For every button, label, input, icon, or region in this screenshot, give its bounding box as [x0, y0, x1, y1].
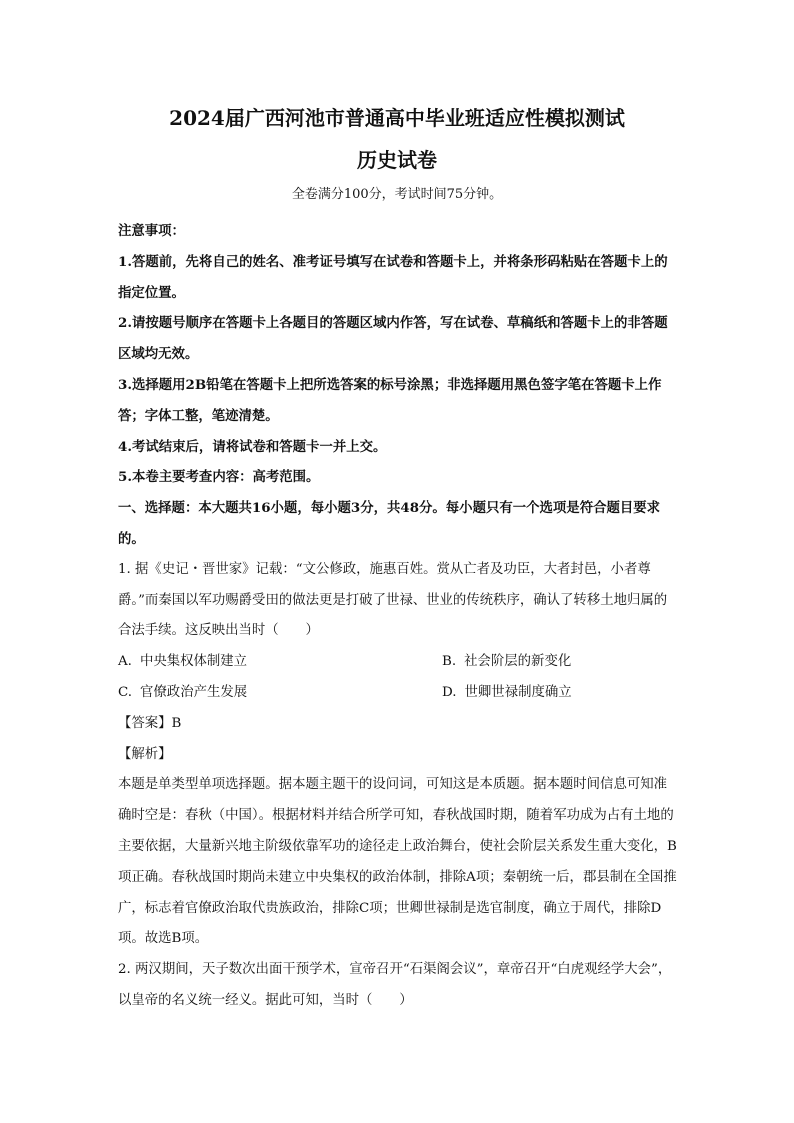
notice-item: 3.选择题用2B铅笔在答题卡上把所选答案的标号涂黑；非选择题用黑色签字笔在答题卡上作答；字体工整，笔迹清楚。: [118, 376, 662, 424]
notice-item: 1.答题前，先将自己的姓名、准考证号填写在试卷和答题卡上，并将条形码粘贴在答题卡上的指定位置。: [118, 253, 668, 301]
option-letter: C.: [118, 684, 133, 700]
notice-item: 2.请按题号顺序在答题卡上各题目的答题区域内作答，写在试卷、草稿纸和答题卡上的非答题区域均无效。: [118, 315, 668, 363]
answer-label: 【答案】B: [118, 715, 182, 731]
option-text: 中央集权体制建立: [139, 654, 248, 670]
option-c: [118, 678, 442, 709]
option-letter: D.: [442, 684, 457, 700]
question-options: [118, 647, 678, 709]
option-a: [118, 647, 442, 678]
exam-title: 2024届广西河池市普通高中毕业班适应性模拟测试: [169, 106, 625, 130]
question-stem: 2. 两汉期间，天子数次出面干预学术，宣帝召开“石渠阁会议”，章帝召开“白虎观经学大会”，以皇帝的名义统一经义。据此可知，当时（ ）: [118, 962, 672, 1008]
question-stem: 1. 据《史记・晋世家》记载：“文公修政，施惠百姓。赏从亡者及功臣，大者封邑，小者尊爵。”而秦国以军功赐爵受田的做法更是打破了世禄、世业的传统秩序，确认了转移土地归属的合法手续。这反映出当时（ ）: [118, 561, 668, 639]
notice-item: 4.考试结束后，请将试卷和答题卡一并上交。: [118, 438, 387, 455]
option-d: [442, 678, 678, 709]
exam-content: [118, 216, 678, 1017]
analysis-heading: 【解析】: [118, 746, 172, 762]
notice-heading: 注意事项：: [118, 223, 185, 239]
option-letter: A.: [118, 654, 132, 670]
section-heading: 一、选择题：本大题共16小题，每小题3分，共48分。每小题只有一个选项是符合题目要求的。: [118, 500, 661, 547]
analysis-text: 本题是单类型单项选择题。据本题主题干的设问词，可知这是本质题。据本题时间信息可知准确时空是：春秋（中国）。根据材料并结合所学可知，春秋战国时期，随着军功成为占有土地的主要依据，大量新兴地主阶级依靠军功的途径走上政治舞台，使社会阶层关系发生重大变化，B项正确。春秋战国时期尚未建立中央集权的政治体制，排除A项；秦朝统一后，郡县制在全国推广，标志着官僚政治取代贵族政治，排除C项；世卿世禄制是选官制度，确立于周代，排除D项。故选B项。: [118, 777, 677, 947]
option-text: 世卿世禄制度确立: [464, 684, 572, 700]
notice-item: 5.本卷主要考查内容：高考范围。: [118, 469, 320, 486]
option-text: 官僚政治产生发展: [140, 684, 248, 700]
option-text: 社会阶层的新变化: [464, 654, 572, 670]
option-b: [442, 647, 678, 678]
option-letter: B.: [442, 654, 457, 670]
exam-info: 全卷满分100分，考试时间75分钟。: [291, 187, 503, 202]
exam-subject-title: 历史试卷: [357, 148, 437, 172]
